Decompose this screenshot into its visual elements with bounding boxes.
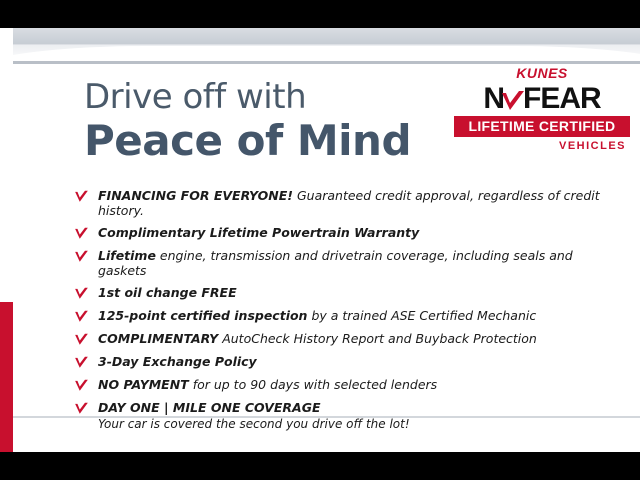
list-item xyxy=(74,377,614,393)
headline-line-1: Drive off with xyxy=(84,77,307,117)
list-item xyxy=(74,354,614,370)
benefits-list xyxy=(74,188,614,432)
red-check-icon xyxy=(74,226,89,241)
red-check-icon xyxy=(74,286,89,301)
logo-lifetime-certified-band: LIFETIME CERTIFIED xyxy=(454,116,630,137)
list-item-bold: NO PAYMENT xyxy=(98,377,189,392)
red-check-icon xyxy=(74,309,89,324)
header-swoosh-decoration xyxy=(0,28,640,64)
list-item-text xyxy=(98,308,536,323)
red-check-icon xyxy=(74,355,89,370)
headline-block xyxy=(84,78,504,164)
logo-word-fear: FEAR xyxy=(523,82,601,115)
list-item-text xyxy=(98,248,614,278)
red-check-icon xyxy=(74,378,89,393)
list-item xyxy=(74,400,614,416)
list-item-text xyxy=(98,377,437,392)
list-item xyxy=(74,188,614,218)
list-item-bold: Complimentary Lifetime Powertrain Warranty xyxy=(98,225,420,240)
list-item-text xyxy=(98,225,419,240)
list-item-text xyxy=(98,400,321,415)
list-item-text xyxy=(98,188,614,218)
list-item-bold: COMPLIMENTARY xyxy=(98,331,219,346)
logo-vehicles-text: VEHICLES xyxy=(558,140,626,152)
logo-letter-n: N xyxy=(483,82,504,115)
red-check-icon xyxy=(74,401,89,416)
list-item-text xyxy=(98,331,537,346)
swoosh-rule xyxy=(0,61,640,64)
logo-nofear-row xyxy=(454,82,630,116)
headline-line-2: Peace of Mind xyxy=(84,116,412,165)
red-check-icon xyxy=(74,332,89,347)
promotional-poster xyxy=(0,28,640,452)
logo-brand-text: KUNES xyxy=(516,65,568,81)
letterbox-top-bar xyxy=(0,0,640,28)
list-item-subtext: Your car is covered the second you drive off the lot! xyxy=(98,417,410,431)
red-check-icon xyxy=(74,249,89,264)
list-item-bold: 1st oil change FREE xyxy=(98,285,237,300)
letterbox-bottom-bar xyxy=(0,452,640,480)
red-accent-bar-left xyxy=(0,28,13,452)
list-item-rest: for up to 90 days with selected lenders xyxy=(188,377,438,392)
list-item-bold: 3-Day Exchange Policy xyxy=(98,354,257,369)
list-item-rest: AutoCheck History Report and Buyback Protection xyxy=(218,331,537,346)
red-check-icon xyxy=(500,88,526,114)
list-item xyxy=(74,225,614,241)
list-item-bold: DAY ONE | MILE ONE COVERAGE xyxy=(98,400,321,415)
list-item-bold: FINANCING FOR EVERYONE! xyxy=(98,188,293,203)
red-check-icon xyxy=(74,189,89,204)
list-item-rest: Guaranteed credit approval, regardless of credit history. xyxy=(98,188,600,218)
list-item xyxy=(74,285,614,301)
list-item-rest: by a trained ASE Certified Mechanic xyxy=(307,308,537,323)
list-item xyxy=(74,308,614,324)
list-item-text xyxy=(98,285,237,300)
list-item-bold: 125-point certified inspection xyxy=(98,308,308,323)
list-item-bold: Lifetime xyxy=(98,248,156,263)
list-item-rest: engine, transmission and drivetrain coverage, including seals and gaskets xyxy=(98,248,573,278)
list-item-text xyxy=(98,354,257,369)
kunes-no-fear-logo xyxy=(454,66,630,152)
list-item xyxy=(74,248,614,278)
list-item xyxy=(74,331,614,347)
